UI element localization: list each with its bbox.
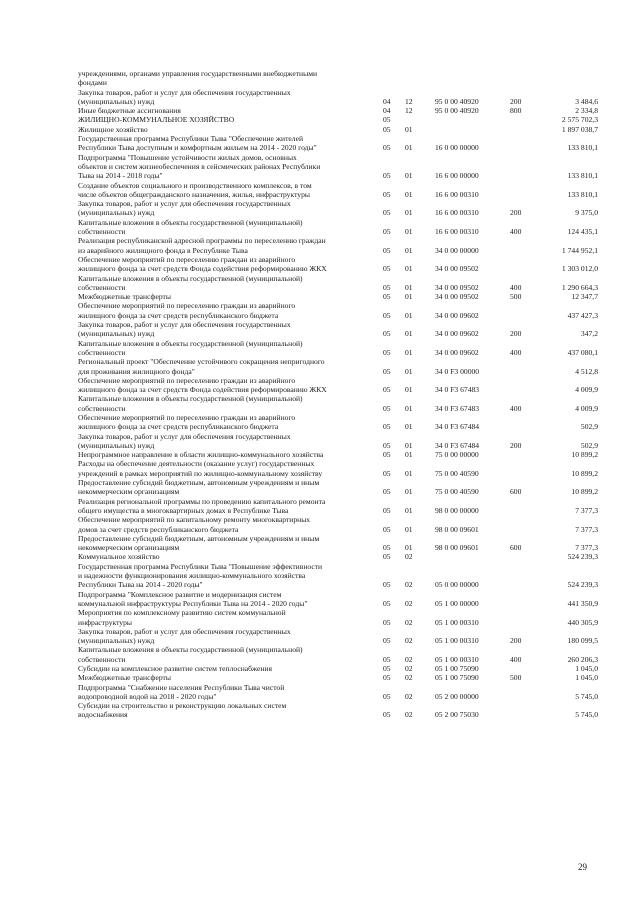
table-row: [78, 627, 598, 646]
amount: 440 305,9: [567, 617, 598, 627]
amount: 1 045,0: [575, 664, 598, 673]
target-article-code: 34 0 00 09602: [435, 310, 479, 320]
table-row: [78, 181, 598, 200]
row-description: Капитальные вложения в объекты государственной (муниципальной) собственности: [78, 217, 303, 237]
table-row: [78, 255, 598, 274]
row-description: Обеспечение мероприятий по переселению граждан из аварийного жилищного фонда за счет средств республиканского бюджета: [78, 412, 296, 432]
table-row: [78, 683, 598, 702]
section-code: 04: [383, 106, 391, 116]
section-code: 04: [383, 96, 391, 106]
table-row: [78, 562, 598, 590]
expense-type-code: 800: [510, 106, 522, 116]
section-code: 05: [383, 245, 391, 255]
table-row: [78, 236, 598, 255]
expense-type-code: 200: [510, 636, 522, 646]
section-code: 05: [383, 580, 391, 590]
target-article-code: 16 6 00 00310: [435, 227, 479, 237]
subsection-code: 01: [405, 329, 413, 339]
section-code: 05: [383, 505, 391, 515]
amount: 5 745,0: [575, 710, 598, 720]
subsection-code: 12: [405, 106, 413, 116]
subsection-code: 02: [405, 710, 413, 720]
amount: 124 435,1: [567, 227, 598, 237]
table-row: [78, 432, 598, 451]
row-description: Предоставление субсидий бюджетным, автономным учреждениям и иным некоммерческим организациям: [78, 478, 320, 497]
target-article-code: 34 0 00 09502: [435, 292, 479, 302]
target-article-code: 16 0 00 00000: [435, 143, 479, 153]
target-article-code: 75 0 00 40590: [435, 487, 479, 497]
amount: 7 377,3: [575, 543, 598, 553]
table-row: [78, 69, 598, 88]
subsection-code: 01: [405, 403, 413, 413]
subsection-code: 12: [405, 96, 413, 106]
subsection-code: 02: [405, 664, 413, 673]
target-article-code: 16 6 00 00000: [435, 171, 479, 181]
section-code: 05: [383, 468, 391, 478]
table-row: [78, 673, 598, 682]
section-code: 05: [383, 691, 391, 701]
row-description: Иные бюджетные ассигнования: [78, 106, 181, 116]
subsection-code: 01: [405, 310, 413, 320]
expense-type-code: 600: [510, 543, 522, 553]
subsection-code: 01: [405, 440, 413, 450]
section-code: 05: [383, 208, 391, 218]
section-code: 05: [383, 673, 391, 683]
amount: 3 484,6: [575, 96, 598, 106]
table-row: [78, 301, 598, 320]
subsection-code: 01: [405, 245, 413, 255]
subsection-code: 01: [405, 524, 413, 534]
table-row: [78, 134, 598, 153]
target-article-code: 34 0 F3 67484: [435, 440, 480, 450]
subsection-code: 01: [405, 282, 413, 292]
expense-type-code: 200: [510, 440, 522, 450]
row-description: Обеспечение мероприятий по переселению граждан из аварийного жилищного фонда за счет средств республиканского бюджета: [78, 301, 296, 320]
target-article-code: 05 1 00 00000: [435, 598, 479, 608]
table-row: [78, 459, 598, 478]
row-description: Предоставление субсидий бюджетным, автономным учреждениям и иным некоммерческим организациям: [78, 533, 320, 553]
row-description: Обеспечение мероприятий по капитальному ремонту многоквартирных домов за счет средств республиканского бюджета: [78, 515, 311, 534]
subsection-code: 01: [405, 208, 413, 218]
table-row: [78, 515, 598, 534]
table-row: [78, 106, 598, 115]
section-code: 05: [383, 636, 391, 646]
section-code: 05: [383, 310, 391, 320]
row-description: Подпрограмма "Комплексное развитие и модернизация систем коммунальной инфраструктуры Республики Тыва на 2014 - 2020 годы": [78, 589, 308, 608]
table-row: [78, 153, 598, 181]
table-row: [78, 339, 598, 358]
amount: 180 099,5: [567, 636, 598, 646]
subsection-code: 02: [405, 617, 413, 627]
subsection-code: 01: [405, 227, 413, 237]
subsection-code: 01: [405, 347, 413, 357]
row-description: Субсидии на строительство и реконструкцию локальных систем водоснабжения: [78, 701, 287, 720]
row-description: Закупка товаров, работ и услуг для обеспечения государственных (муниципальных) нужд: [78, 199, 291, 218]
section-code: 05: [383, 524, 391, 534]
amount: 9 375,0: [575, 208, 598, 218]
amount: 1 303 012,0: [561, 264, 598, 274]
table-row: [78, 413, 598, 432]
table-row: [78, 292, 598, 301]
section-code: 05: [383, 124, 391, 134]
amount: 1 744 952,1: [561, 245, 598, 255]
expense-type-code: 500: [510, 673, 522, 683]
target-article-code: 75 0 00 00000: [435, 450, 479, 460]
table-row: [78, 608, 598, 627]
subsection-code: 02: [405, 673, 413, 683]
amount: 133 810,1: [567, 171, 598, 181]
section-code: 05: [383, 282, 391, 292]
target-article-code: 05 0 00 00000: [435, 580, 479, 590]
section-code: 05: [383, 543, 391, 553]
section-code: 05: [383, 227, 391, 237]
target-article-code: 98 0 00 09601: [435, 524, 479, 534]
subsection-code: 01: [405, 366, 413, 376]
budget-table: [78, 69, 598, 720]
target-article-code: 75 0 00 40590: [435, 468, 479, 478]
amount: 12 347,7: [571, 292, 598, 302]
target-article-code: 05 2 00 75030: [435, 710, 479, 720]
table-row: [78, 534, 598, 553]
row-description: Капитальные вложения в объекты государственной (муниципальной) собственности: [78, 645, 303, 664]
row-description: Реализация республиканской адресной программы по переселению граждан из аварийного жилищного фонда в Республике Тыва: [78, 236, 326, 255]
expense-type-code: 400: [510, 282, 522, 292]
section-code: 05: [383, 617, 391, 627]
row-description: Закупка товаров, работ и услуг для обеспечения государственных (муниципальных) нужд: [78, 626, 291, 646]
amount: 133 810,1: [567, 143, 598, 153]
target-article-code: 34 0 00 09502: [435, 282, 479, 292]
row-description: Подпрограмма "Снабжение населения Республики Тыва чистой водопроводной водой на 2018 - 2020 годы": [78, 682, 285, 701]
expense-type-code: 200: [510, 329, 522, 339]
subsection-code: 02: [405, 552, 413, 562]
row-description: Мероприятия по комплексному развитию систем коммунальной инфраструктуры: [78, 608, 286, 627]
row-description: Государственная программа Республики Тыва "Повышение эффективности и надежности функционирования жилищно-коммунального хозяйства Республики Тыва на 2014 - 2020 годы": [78, 561, 323, 590]
section-code: 05: [383, 598, 391, 608]
expense-type-code: 600: [510, 487, 522, 497]
row-description: Закупка товаров, работ и услуг для обеспечения государственных (муниципальных) нужд: [78, 320, 291, 339]
target-article-code: 34 0 00 09502: [435, 264, 479, 274]
row-description: Обеспечение мероприятий по переселению граждан из аварийного жилищного фонда за счет средств Фонда содействия реформированию ЖКХ: [78, 254, 327, 274]
amount: 7 377,3: [575, 505, 598, 515]
target-article-code: 05 1 00 75090: [435, 664, 479, 673]
amount: 1 290 664,3: [561, 282, 598, 292]
row-description: Капитальные вложения в объекты государственной (муниципальной) собственности: [78, 338, 303, 357]
target-article-code: 34 0 F3 67484: [435, 422, 480, 432]
expense-type-code: 400: [510, 403, 522, 413]
amount: 502,9: [580, 440, 598, 450]
table-row: [78, 357, 598, 376]
amount: 524 239,3: [567, 580, 598, 590]
row-description: Жилищное хозяйство: [78, 124, 148, 134]
subsection-code: 01: [405, 292, 413, 302]
table-row: [78, 664, 598, 673]
subsection-code: 01: [405, 264, 413, 274]
section-code: 05: [383, 347, 391, 357]
subsection-code: 01: [405, 385, 413, 395]
section-code: 05: [383, 264, 391, 274]
section-code: 05: [383, 115, 391, 125]
table-row: [78, 376, 598, 395]
subsection-code: 02: [405, 598, 413, 608]
table-row: [78, 125, 598, 134]
subsection-code: 01: [405, 143, 413, 153]
row-description: учреждениями, органами управления государственными внебюджетными фондами: [78, 69, 318, 88]
amount: 347,2: [580, 329, 598, 339]
table-row: [78, 450, 598, 459]
row-description: Межбюджетные трансферты: [78, 673, 171, 683]
target-article-code: 34 0 00 09602: [435, 347, 479, 357]
row-description: Закупка товаров, работ и услуг для обеспечения государственных (муниципальных) нужд: [78, 431, 291, 450]
table-row: [78, 320, 598, 339]
section-code: 05: [383, 710, 391, 720]
target-article-code: 05 1 00 00310: [435, 617, 479, 627]
subsection-code: 01: [405, 422, 413, 432]
section-code: 05: [383, 487, 391, 497]
subsection-code: 01: [405, 468, 413, 478]
target-article-code: 34 0 F3 67483: [435, 403, 480, 413]
table-row: [78, 394, 598, 413]
subsection-code: 01: [405, 543, 413, 553]
row-description: Региональный проект "Обеспечение устойчивого сокращения непригодного для проживания жилищного фонда": [78, 357, 325, 376]
table-row: [78, 478, 598, 497]
section-code: 05: [383, 450, 391, 460]
section-code: 05: [383, 552, 391, 562]
amount: 502,9: [580, 422, 598, 432]
table-row: [78, 497, 598, 516]
subsection-code: 01: [405, 124, 413, 134]
target-article-code: 34 0 F3 67483: [435, 385, 480, 395]
expense-type-code: 200: [510, 96, 522, 106]
target-article-code: 95 0 00 40920: [435, 106, 479, 116]
target-article-code: 16 6 00 00310: [435, 189, 479, 199]
section-code: 05: [383, 171, 391, 181]
section-code: 05: [383, 292, 391, 302]
section-code: 05: [383, 440, 391, 450]
row-description: Обеспечение мероприятий по переселению граждан из аварийного жилищного фонда за счет средств Фонда содействия реформированию ЖКХ: [78, 375, 327, 395]
subsection-code: 01: [405, 450, 413, 460]
row-description: Реализация региональной программы по проведению капитального ремонта общего имущества в многоквартирных домах в Республике Тыва: [78, 496, 326, 515]
subsection-code: 02: [405, 691, 413, 701]
target-article-code: 05 2 00 00000: [435, 691, 479, 701]
row-description: ЖИЛИЩНО-КОММУНАЛЬНОЕ ХОЗЯЙСТВО: [78, 115, 235, 125]
target-article-code: 98 0 00 00000: [435, 505, 479, 515]
target-article-code: 34 0 F3 00000: [435, 366, 480, 376]
page-number: 29: [578, 862, 587, 872]
table-row: [78, 274, 598, 293]
amount: 7 377,3: [575, 524, 598, 534]
expense-type-code: 400: [510, 654, 522, 664]
target-article-code: 98 0 00 09601: [435, 543, 479, 553]
table-row: [78, 88, 598, 107]
section-code: 05: [383, 143, 391, 153]
table-row: [78, 590, 598, 609]
target-article-code: 34 0 00 00000: [435, 245, 479, 255]
row-description: Субсидии на комплексное развитие систем теплоснабжения: [78, 664, 272, 673]
section-code: 05: [383, 403, 391, 413]
amount: 1 897 038,7: [561, 124, 598, 134]
expense-type-code: 200: [510, 208, 522, 218]
subsection-code: 01: [405, 171, 413, 181]
amount: 260 206,3: [567, 654, 598, 664]
section-code: 05: [383, 422, 391, 432]
amount: 4 009,9: [575, 385, 598, 395]
target-article-code: 34 0 00 09602: [435, 329, 479, 339]
row-description: Непрограммное направление в области жилищно-коммунального хозяйства: [78, 450, 324, 460]
row-description: Закупка товаров, работ и услуг для обеспечения государственных (муниципальных) нужд: [78, 87, 291, 106]
table-row: [78, 552, 598, 561]
section-code: 05: [383, 664, 391, 673]
section-code: 05: [383, 189, 391, 199]
amount: 133 810,1: [567, 189, 598, 199]
amount: 437 427,3: [567, 310, 598, 320]
row-description: Расходы на обеспечение деятельности (оказание услуг) государственных учреждений в рамках мероприятий по жилищно-коммунальному хозяйству: [78, 459, 323, 478]
amount: 10 899,2: [571, 487, 598, 497]
target-article-code: 05 1 00 00310: [435, 654, 479, 664]
target-article-code: 05 1 00 00310: [435, 636, 479, 646]
section-code: 05: [383, 366, 391, 376]
row-description: Капитальные вложения в объекты государственной (муниципальной) собственности: [78, 273, 303, 292]
expense-type-code: 400: [510, 227, 522, 237]
row-description: Подпрограмма "Повышение устойчивости жилых домов, основных объектов и систем жизнеобеспечения в сейсмических районах Республики Тыва на 2014 - 2018 годы": [78, 152, 321, 181]
subsection-code: 02: [405, 580, 413, 590]
expense-type-code: 500: [510, 292, 522, 302]
table-row: [78, 115, 598, 124]
row-description: Капитальные вложения в объекты государственной (муниципальной) собственности: [78, 394, 303, 413]
subsection-code: 01: [405, 189, 413, 199]
amount: 5 745,0: [575, 691, 598, 701]
target-article-code: 16 6 00 00310: [435, 208, 479, 218]
table-row: [78, 218, 598, 237]
target-article-code: 05 1 00 75090: [435, 673, 479, 683]
row-description: Государственная программа Республики Тыва "Обеспечение жителей Республики Тыва доступным и комфортным жильем на 2014 - 2020 годы": [78, 134, 317, 153]
amount: 2 575 702,3: [561, 115, 598, 125]
amount: 441 350,9: [567, 598, 598, 608]
table-row: [78, 701, 598, 720]
row-description: Коммунальное хозяйство: [78, 552, 160, 562]
table-row: [78, 645, 598, 664]
amount: 4 009,9: [575, 403, 598, 413]
amount: 524 239,3: [567, 552, 598, 562]
subsection-code: 02: [405, 636, 413, 646]
amount: 437 080,1: [567, 347, 598, 357]
subsection-code: 01: [405, 505, 413, 515]
amount: 4 512,8: [575, 366, 598, 376]
table-row: [78, 199, 598, 218]
section-code: 05: [383, 329, 391, 339]
expense-type-code: 400: [510, 347, 522, 357]
target-article-code: 95 0 00 40920: [435, 96, 479, 106]
row-description: Межбюджетные трансферты: [78, 292, 171, 302]
subsection-code: 02: [405, 654, 413, 664]
row-description: Создание объектов социального и производственного комплексов, в том числе объектов общегражданского назначения, жилья, инфраструктуры: [78, 180, 312, 199]
amount: 10 899,2: [571, 468, 598, 478]
section-code: 05: [383, 385, 391, 395]
section-code: 05: [383, 654, 391, 664]
amount: 2 334,8: [575, 106, 598, 116]
amount: 10 899,2: [571, 450, 598, 460]
amount: 1 045,0: [575, 673, 598, 683]
subsection-code: 01: [405, 487, 413, 497]
